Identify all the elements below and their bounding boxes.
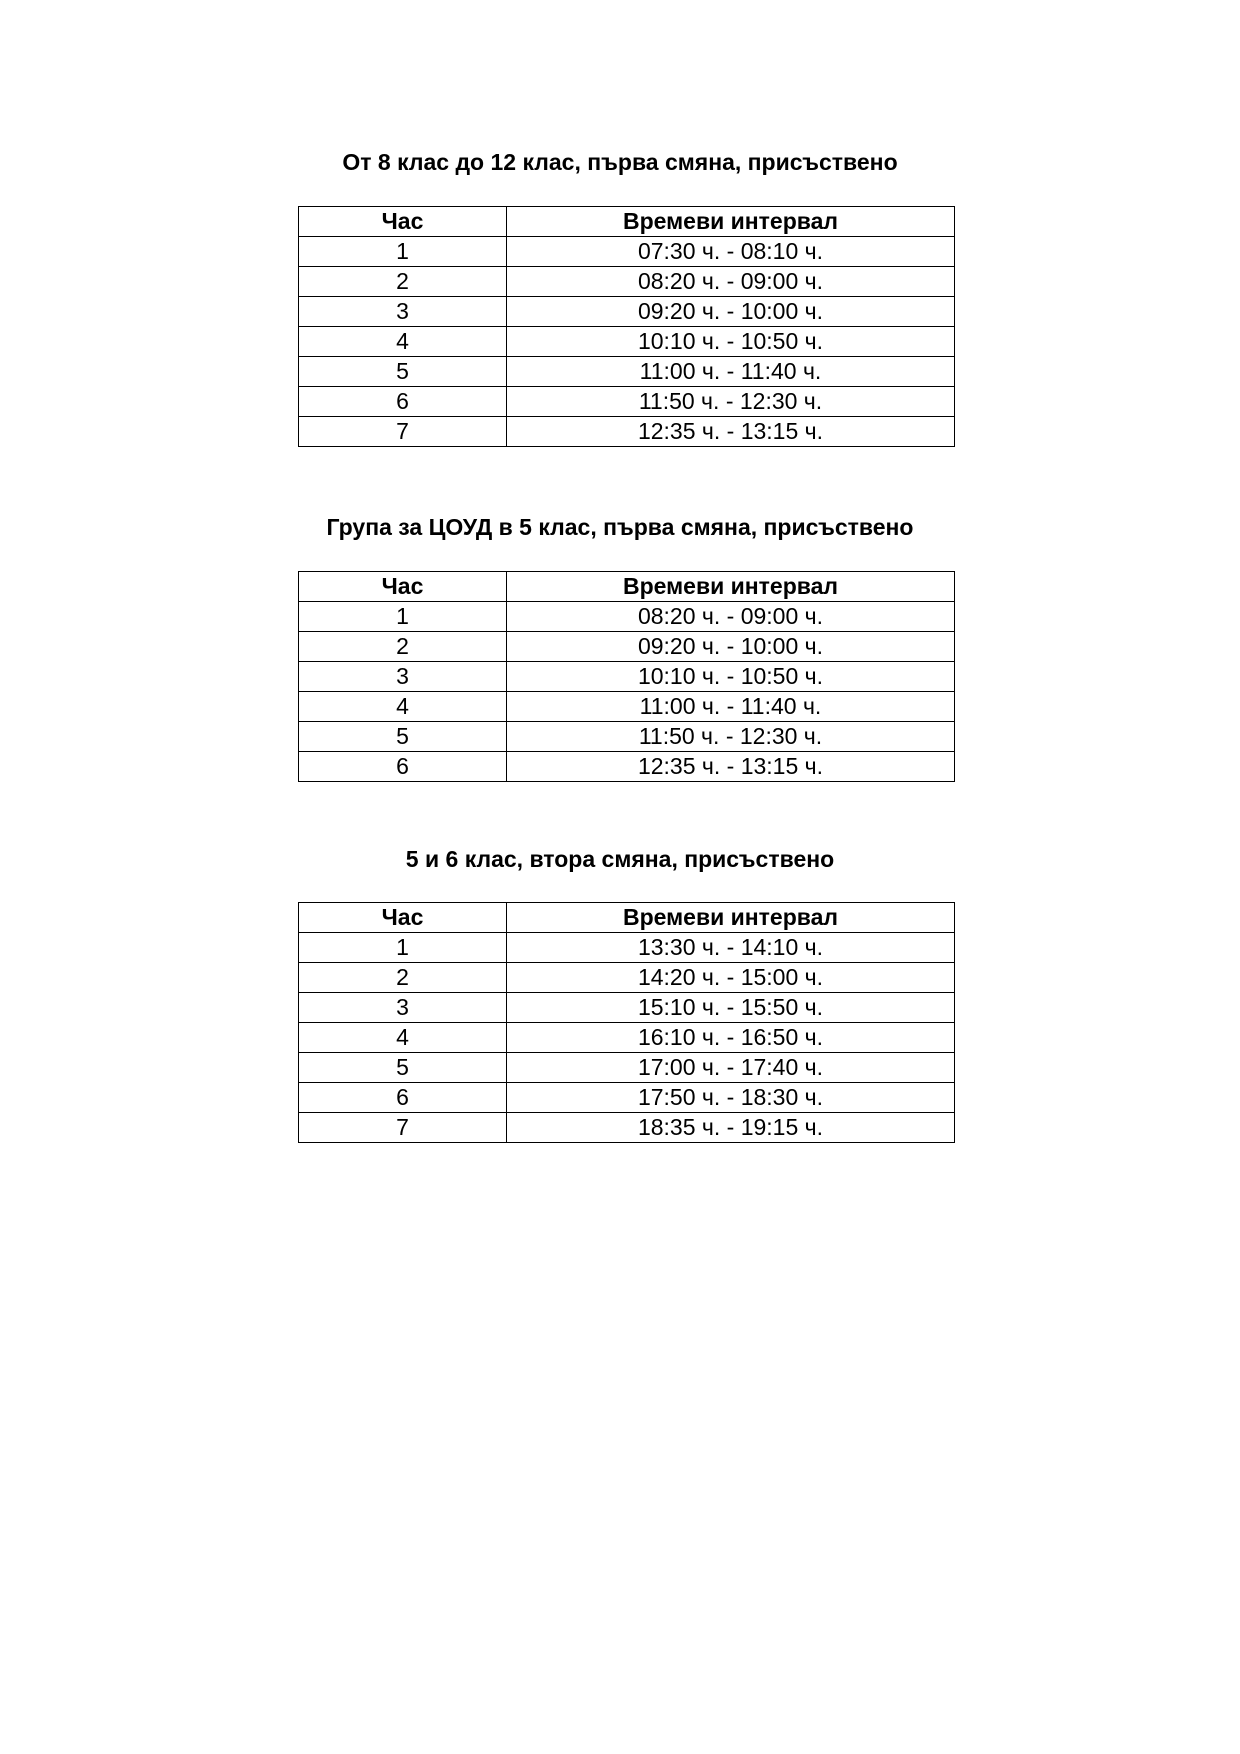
table-row xyxy=(299,963,955,993)
hour-cell: 1 xyxy=(299,933,507,963)
table-row xyxy=(299,632,955,662)
table-header-row xyxy=(299,903,955,933)
table-row xyxy=(299,993,955,1023)
section-title-1: От 8 клас до 12 клас, първа смяна, присъствено xyxy=(342,149,898,175)
schedule-table-3 xyxy=(298,902,955,1143)
hour-cell: 4 xyxy=(299,692,507,722)
hour-cell: 2 xyxy=(299,632,507,662)
table-header-row xyxy=(299,207,955,237)
header-interval: Времеви интервал xyxy=(507,572,955,602)
table-row xyxy=(299,662,955,692)
interval-cell: 16:10 ч. - 16:50 ч. xyxy=(507,1023,955,1053)
interval-cell: 14:20 ч. - 15:00 ч. xyxy=(507,963,955,993)
hour-cell: 1 xyxy=(299,237,507,267)
hour-cell: 4 xyxy=(299,1023,507,1053)
interval-cell: 18:35 ч. - 19:15 ч. xyxy=(507,1113,955,1143)
interval-cell: 08:20 ч. - 09:00 ч. xyxy=(507,602,955,632)
header-hour: Час xyxy=(299,207,507,237)
interval-cell: 17:00 ч. - 17:40 ч. xyxy=(507,1053,955,1083)
hour-cell: 6 xyxy=(299,1083,507,1113)
interval-cell: 10:10 ч. - 10:50 ч. xyxy=(507,662,955,692)
hour-cell: 5 xyxy=(299,1053,507,1083)
interval-cell: 12:35 ч. - 13:15 ч. xyxy=(507,752,955,782)
hour-cell: 5 xyxy=(299,722,507,752)
hour-cell: 4 xyxy=(299,327,507,357)
hour-cell: 3 xyxy=(299,993,507,1023)
interval-cell: 08:20 ч. - 09:00 ч. xyxy=(507,267,955,297)
table-row xyxy=(299,1083,955,1113)
table-row xyxy=(299,357,955,387)
header-interval: Времеви интервал xyxy=(507,207,955,237)
section-title-3: 5 и 6 клас, втора смяна, присъствено xyxy=(405,846,835,872)
header-interval: Времеви интервал xyxy=(507,903,955,933)
table-row xyxy=(299,722,955,752)
table-row xyxy=(299,297,955,327)
interval-cell: 07:30 ч. - 08:10 ч. xyxy=(507,237,955,267)
interval-cell: 13:30 ч. - 14:10 ч. xyxy=(507,933,955,963)
interval-cell: 09:20 ч. - 10:00 ч. xyxy=(507,297,955,327)
table-row xyxy=(299,1113,955,1143)
table-row xyxy=(299,1023,955,1053)
table-row xyxy=(299,237,955,267)
hour-cell: 7 xyxy=(299,1113,507,1143)
table-row xyxy=(299,692,955,722)
hour-cell: 2 xyxy=(299,267,507,297)
table-row xyxy=(299,327,955,357)
header-hour: Час xyxy=(299,903,507,933)
interval-cell: 11:50 ч. - 12:30 ч. xyxy=(507,387,955,417)
schedule-table-1 xyxy=(298,206,955,447)
table-row xyxy=(299,417,955,447)
interval-cell: 11:00 ч. - 11:40 ч. xyxy=(507,357,955,387)
interval-cell: 17:50 ч. - 18:30 ч. xyxy=(507,1083,955,1113)
hour-cell: 6 xyxy=(299,387,507,417)
header-hour: Час xyxy=(299,572,507,602)
interval-cell: 12:35 ч. - 13:15 ч. xyxy=(507,417,955,447)
table-row xyxy=(299,602,955,632)
table-row xyxy=(299,752,955,782)
interval-cell: 09:20 ч. - 10:00 ч. xyxy=(507,632,955,662)
hour-cell: 5 xyxy=(299,357,507,387)
table-row xyxy=(299,267,955,297)
table-row xyxy=(299,1053,955,1083)
hour-cell: 6 xyxy=(299,752,507,782)
interval-cell: 10:10 ч. - 10:50 ч. xyxy=(507,327,955,357)
schedule-table-2 xyxy=(298,571,955,782)
table-header-row xyxy=(299,572,955,602)
section-title-2: Група за ЦОУД в 5 клас, първа смяна, присъствено xyxy=(326,514,914,540)
hour-cell: 7 xyxy=(299,417,507,447)
hour-cell: 2 xyxy=(299,963,507,993)
interval-cell: 11:00 ч. - 11:40 ч. xyxy=(507,692,955,722)
table-row xyxy=(299,933,955,963)
table-row xyxy=(299,387,955,417)
hour-cell: 3 xyxy=(299,297,507,327)
hour-cell: 1 xyxy=(299,602,507,632)
hour-cell: 3 xyxy=(299,662,507,692)
interval-cell: 11:50 ч. - 12:30 ч. xyxy=(507,722,955,752)
interval-cell: 15:10 ч. - 15:50 ч. xyxy=(507,993,955,1023)
